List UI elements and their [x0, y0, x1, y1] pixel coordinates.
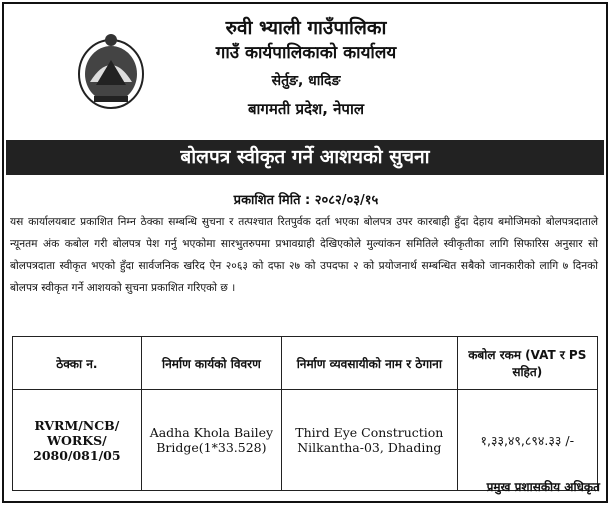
contract-no-cell: RVRM/NCB/ WORKS/ 2080/081/05: [13, 390, 142, 491]
office-location: सेर्तुङ, धादिङ: [271, 73, 341, 89]
office-name: गाउँ कार्यपालिकाको कार्यालय: [215, 43, 397, 63]
published-date: प्रकाशित मिति : २०८२/०३/१५: [233, 193, 379, 208]
municipality-name: रुवी भ्याली गाउँपालिका: [225, 17, 387, 39]
header-contract-no: ठेक्का न.: [13, 337, 142, 390]
award-table: [12, 336, 598, 491]
header-description: निर्माण कार्यको विवरण: [141, 337, 281, 390]
table-header-row: [13, 337, 598, 390]
amount-cell: १,३३,४९,८९४.३३ /-: [457, 390, 597, 491]
province-country: बागमती प्रदेश, नेपाल: [247, 100, 365, 118]
description-cell: Aadha Khola Bailey Bridge(1*33.528): [141, 390, 281, 491]
notice-title: बोलपत्र स्वीकृत गर्ने आशयको सुचना: [6, 140, 604, 175]
notice-body: यस कार्यालयबाट प्रकाशित निम्न ठेक्का सम्बन्धि सुचना र तत्पश्चात रितपुर्वक दर्ता भएका बोलपत्र उपर कारबाही हुँदा देहाय बमोजिमको बोलपत्रदाताले न्यूनतम अंक कबोल गरी बोलपत्र पेश गर्नु भएकोमा सारभुतरुपमा प्रभावग्राही देखिएकोले मुल्यांकन समितिले स्वीकृतीका लागि सिफारिस अनुसार सो बोलपत्रदाता स्वीकृत भएको हुँदा सार्वजनिक खरिद ऐन २०६३ को दफा २७ को उपदफा २ को प्रयोजनार्थ सम्बन्धित सबैको जानकारीको लागि ७ दिनको बोलपत्र स्वीकृत गर्ने आशयको सुचना प्रकाशित गरिएको छ ।: [10, 216, 598, 294]
header-amount: कबोल रकम (VAT र PS सहित): [457, 337, 597, 390]
signature-title: प्रमुख प्रशासकीय अधिकृत: [486, 480, 600, 494]
contractor-cell: Third Eye Construction Nilkantha-03, Dhading: [282, 390, 458, 491]
header-contractor: निर्माण व्यवसायीको नाम र ठेगाना: [282, 337, 458, 390]
table-row: [13, 390, 598, 491]
